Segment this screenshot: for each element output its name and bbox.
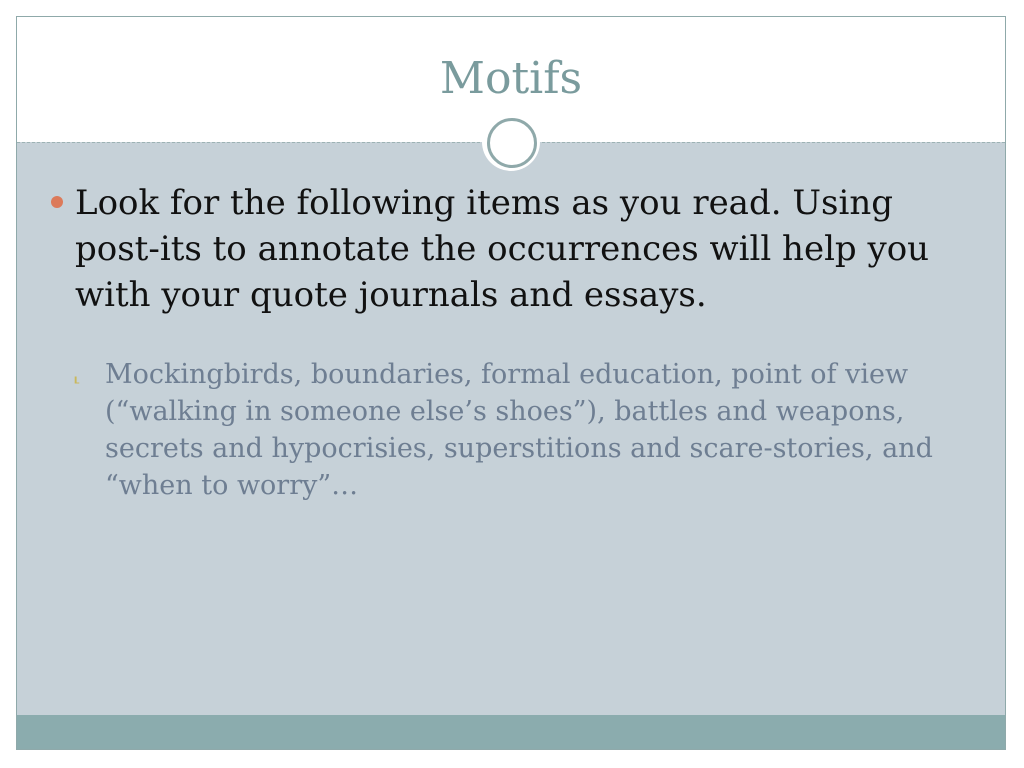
sub-bullet-item xyxy=(51,356,981,504)
sub-bullet-text: Mockingbirds, boundaries, formal education, point of view (“walking in someone else’s shoes”), battles and weapons, secrets and hypocrisies, superstitions and scare-stories, and “when to worry”… xyxy=(105,359,933,501)
bullet-text: Look for the following items as you read. Using post-its to annotate the occurrences will help you with your quote journals and essays. xyxy=(75,183,930,315)
ring-ornament-icon xyxy=(482,113,540,171)
slide xyxy=(16,16,1006,750)
slide-title: Motifs xyxy=(439,53,583,104)
slide-body xyxy=(51,180,981,504)
bullet-item xyxy=(51,180,981,318)
footer-band xyxy=(17,715,1005,749)
ring-inner xyxy=(487,118,537,168)
round-bullet-icon xyxy=(51,196,63,208)
bracket-bullet-icon: ⸤ xyxy=(73,362,81,386)
